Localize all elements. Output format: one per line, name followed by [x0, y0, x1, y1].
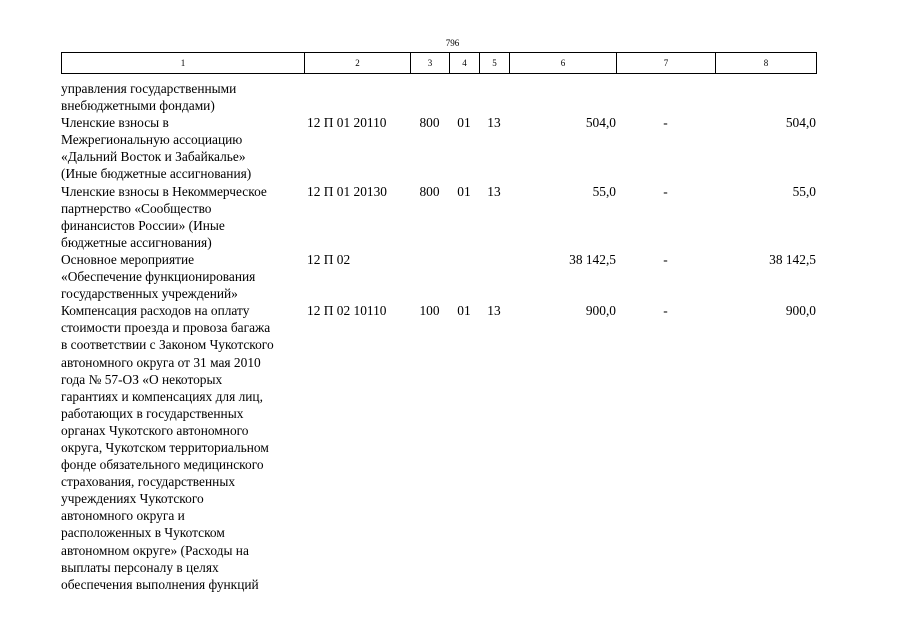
header-col-3: 3 [411, 53, 450, 74]
row-rz [449, 251, 479, 302]
row-value-7: - [663, 183, 668, 199]
header-row [62, 53, 817, 74]
row-name: Компенсация расходов на оплату стоимости проезда и провоза багажа в соответствии с Законом Чукотского автономного округа от 31 мая 2010 года № 57-ОЗ «О некоторых гарантиях и компенсациях для лиц, работающих в государственных органах Чукотского автономного округа, Чукотском территориальном фонде обязательного медицинского страхования, государственных учреждениях Чукотского автономного округа и расположенных в Чукотском автономном округе» (Расходы на выплаты персоналу в целях обеспечения выполнения функций [61, 303, 274, 592]
header-col-6: 6 [510, 53, 617, 74]
budget-table [61, 80, 816, 593]
page-number: 796 [445, 38, 460, 48]
table-row [61, 183, 816, 251]
row-code: 12 П 01 20110 [307, 115, 387, 131]
row-vr: 800 [419, 183, 440, 199]
row-vr [410, 251, 449, 302]
row-pr [479, 251, 509, 302]
row-name: Основное мероприятие «Обеспечение функционирования государственных учреждений» [61, 251, 256, 302]
row-value-8: 900,0 [785, 303, 816, 319]
row-value-6: 55,0 [592, 183, 616, 199]
row-value-8: 504,0 [785, 115, 816, 131]
table-row [61, 251, 816, 302]
header-col-5: 5 [480, 53, 510, 74]
row-rz [449, 80, 479, 114]
row-code: 12 П 02 [307, 251, 351, 267]
table-row [61, 302, 816, 593]
row-value-8: 38 142,5 [769, 251, 816, 267]
row-vr: 100 [419, 303, 440, 319]
row-value-8: 55,0 [792, 183, 816, 199]
row-vr: 800 [419, 115, 440, 131]
row-value-8 [715, 80, 816, 114]
row-rz: 01 [457, 303, 471, 319]
row-value-6 [509, 80, 616, 114]
header-col-1: 1 [62, 53, 305, 74]
row-pr: 13 [487, 183, 501, 199]
row-value-6: 504,0 [585, 115, 616, 131]
row-pr: 13 [487, 115, 501, 131]
row-value-6: 38 142,5 [569, 251, 616, 267]
row-code: 12 П 01 20130 [307, 183, 387, 199]
header-col-4: 4 [450, 53, 480, 74]
header-col-7: 7 [617, 53, 716, 74]
header-col-2: 2 [305, 53, 411, 74]
row-pr [479, 80, 509, 114]
row-value-7: - [663, 303, 668, 319]
row-vr [410, 80, 449, 114]
row-name: Членские взносы в Некоммерческое партнерство «Сообщество финансистов России» (Иные бюджетные ассигнования) [61, 183, 267, 250]
header-col-8: 8 [716, 53, 817, 74]
row-rz: 01 [457, 115, 471, 131]
row-value-7 [616, 80, 715, 114]
row-code: 12 П 02 10110 [307, 303, 387, 319]
table-row [61, 114, 816, 182]
row-name: управления государственными внебюджетными фондами) [61, 81, 237, 114]
column-number-header [61, 52, 817, 74]
table-row [61, 80, 816, 114]
row-rz: 01 [457, 183, 471, 199]
row-value-7: - [663, 115, 668, 131]
row-value-6: 900,0 [585, 303, 616, 319]
row-name: Членские взносы в Межрегиональную ассоциацию «Дальний Восток и Забайкалье» (Иные бюджетные ассигнования) [61, 115, 252, 182]
row-value-7: - [663, 251, 668, 267]
row-code [304, 80, 410, 114]
row-pr: 13 [487, 303, 501, 319]
